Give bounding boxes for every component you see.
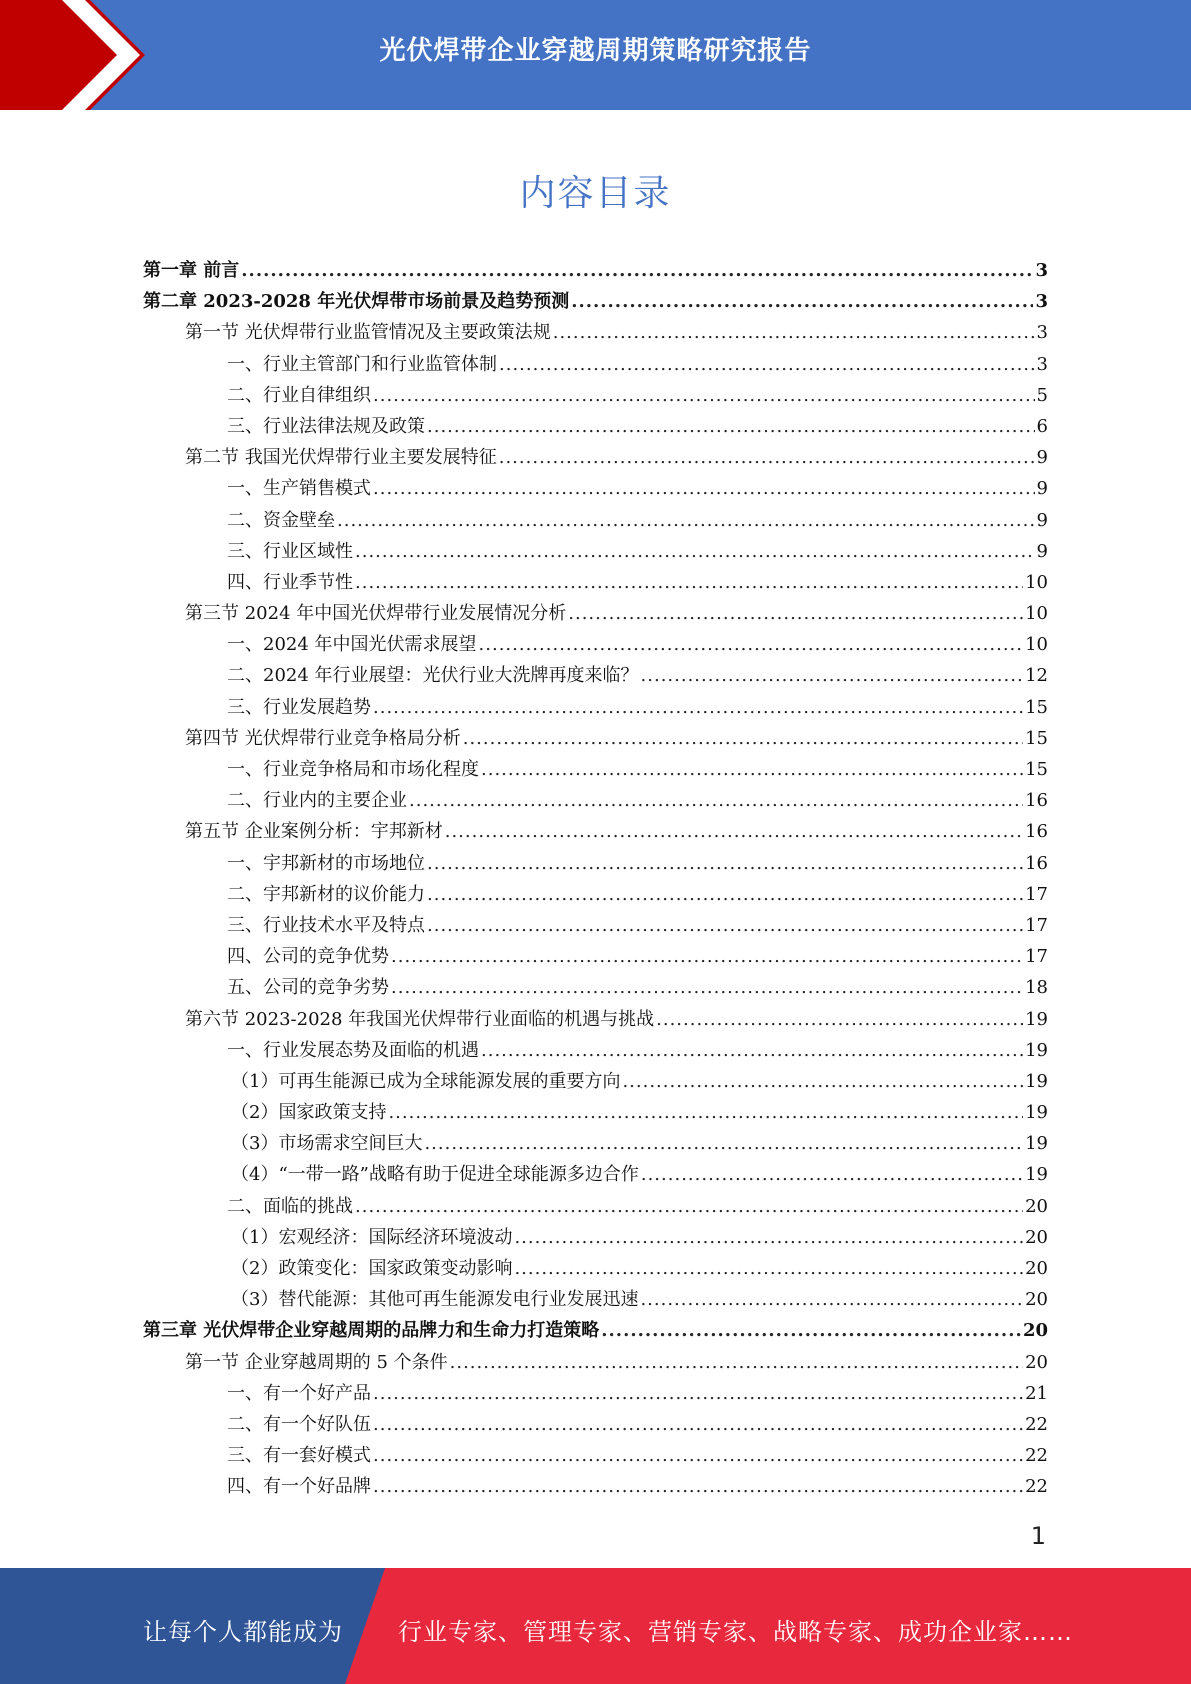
toc-entry-page: 19 (1025, 1070, 1048, 1092)
toc-entry-page: 22 (1025, 1413, 1048, 1435)
toc-entry-page: 20 (1025, 1258, 1048, 1279)
toc-leader-dots (622, 1066, 1023, 1097)
toc-entry[interactable] (143, 692, 1048, 723)
toc-entry[interactable] (143, 660, 1048, 691)
toc-entry[interactable] (143, 1471, 1048, 1502)
toc-entry-page: 16 (1025, 852, 1048, 874)
toc-leader-dots (568, 598, 1023, 629)
toc-entry[interactable] (143, 1409, 1048, 1440)
toc-entry[interactable] (143, 910, 1048, 941)
toc-entry-page: 9 (1036, 540, 1048, 562)
toc-entry[interactable] (143, 1347, 1048, 1378)
table-of-contents (143, 255, 1048, 1503)
toc-entry-label: 一、行业主管部门和行业监管体制 (227, 353, 497, 375)
toc-leader-dots (355, 1191, 1023, 1222)
toc-entry-page: 18 (1025, 977, 1048, 999)
toc-entry-label: 一、行业发展态势及面临的机遇 (227, 1039, 479, 1061)
toc-entry-page: 16 (1025, 790, 1048, 812)
toc-leader-dots (640, 1284, 1023, 1315)
toc-leader-dots (409, 785, 1023, 816)
toc-leader-dots (514, 1222, 1023, 1253)
footer-slogan-right: 行业专家、管理专家、营销专家、战略专家、成功企业家…… (398, 1618, 1073, 1646)
toc-entry-label: 第二章 2023-2028 年光伏焊带市场前景及趋势预测 (143, 291, 570, 313)
toc-leader-dots (373, 380, 1035, 411)
toc-entry[interactable] (143, 1378, 1048, 1409)
toc-entry-label: 五、公司的竞争劣势 (227, 977, 389, 999)
toc-leader-dots (641, 1159, 1023, 1190)
toc-entry-page: 9 (1036, 478, 1048, 500)
toc-entry-page: 19 (1025, 1102, 1048, 1124)
toc-leader-dots (337, 505, 1035, 536)
toc-entry-label: 二、面临的挑战 (227, 1195, 353, 1217)
toc-heading: 内容目录 (519, 173, 672, 214)
toc-entry-page: 20 (1025, 1195, 1048, 1217)
toc-leader-dots (424, 1128, 1023, 1159)
toc-leader-dots (388, 1097, 1023, 1128)
toc-entry[interactable] (143, 473, 1048, 504)
toc-leader-dots (355, 567, 1023, 598)
toc-entry[interactable] (143, 536, 1048, 567)
toc-entry[interactable] (143, 785, 1048, 816)
toc-entry-label: 二、资金壁垒 (227, 509, 335, 531)
toc-entry-page: 9 (1036, 447, 1048, 469)
toc-entry-page: 10 (1025, 571, 1048, 593)
footer-band (0, 1568, 1191, 1684)
toc-entry-page: 20 (1025, 1351, 1048, 1373)
toc-entry-label: 一、生产销售模式 (227, 478, 371, 500)
toc-entry-page: 22 (1025, 1445, 1048, 1467)
toc-entry[interactable] (143, 629, 1048, 660)
toc-entry-label: （1）可再生能源已成为全球能源发展的重要方向 (231, 1070, 621, 1092)
toc-entry[interactable] (143, 1159, 1048, 1190)
toc-entry-page: 3 (1036, 353, 1048, 375)
toc-leader-dots (373, 692, 1023, 723)
toc-entry-page: 19 (1025, 1133, 1048, 1155)
toc-entry[interactable] (143, 317, 1048, 348)
toc-entry-page: 9 (1036, 509, 1048, 531)
toc-entry[interactable] (143, 1253, 1048, 1284)
toc-entry-page: 3 (1035, 291, 1048, 313)
toc-entry-label: 第三章 光伏焊带企业穿越周期的品牌力和生命力打造策略 (143, 1320, 600, 1342)
toc-entry[interactable] (143, 723, 1048, 754)
toc-leader-dots (373, 1409, 1023, 1440)
toc-entry[interactable] (143, 754, 1048, 785)
toc-entry-page: 12 (1025, 665, 1048, 687)
toc-entry[interactable] (143, 380, 1048, 411)
toc-entry[interactable] (143, 567, 1048, 598)
toc-leader-dots (373, 473, 1035, 504)
toc-entry-label: （3）替代能源：其他可再生能源发电行业发展迅速 (231, 1289, 639, 1311)
toc-leader-dots (641, 660, 1024, 691)
toc-entry-page: 17 (1025, 946, 1048, 968)
toc-leader-dots (427, 879, 1023, 910)
toc-leader-dots (479, 629, 1024, 660)
toc-entry-page: 19 (1025, 1008, 1048, 1030)
toc-entry-page: 20 (1025, 1289, 1048, 1311)
toc-entry-label: 二、行业自律组织 (227, 384, 371, 406)
toc-leader-dots (427, 910, 1023, 941)
toc-entry-label: 第一章 前言 (143, 260, 240, 281)
toc-leader-dots (463, 723, 1023, 754)
toc-leader-dots (445, 816, 1023, 847)
toc-entry[interactable] (143, 286, 1048, 317)
toc-leader-dots (571, 286, 1033, 317)
toc-leader-dots (553, 317, 1035, 348)
toc-leader-dots (373, 1440, 1023, 1471)
toc-entry-label: 一、宇邦新材的市场地位 (227, 852, 425, 874)
toc-entry-page: 17 (1025, 883, 1048, 905)
toc-entry[interactable] (143, 972, 1048, 1003)
toc-leader-dots (355, 536, 1035, 567)
toc-entry-page: 17 (1025, 914, 1048, 936)
toc-entry-label: 第三节 2024 年中国光伏焊带行业发展情况分析 (185, 603, 567, 625)
toc-entry-label: 三、行业技术水平及特点 (227, 914, 425, 936)
toc-entry-label: 三、行业发展趋势 (227, 696, 371, 718)
toc-entry-page: 19 (1025, 1039, 1048, 1061)
toc-leader-dots (391, 972, 1023, 1003)
page-number: 1 (1030, 1522, 1046, 1550)
toc-leader-dots (656, 1004, 1023, 1035)
toc-entry[interactable] (143, 1284, 1048, 1315)
toc-entry-label: （2）国家政策支持 (231, 1102, 387, 1124)
header-band (0, 0, 1191, 110)
toc-entry-label: （3）市场需求空间巨大 (231, 1133, 423, 1155)
toc-leader-dots (427, 848, 1023, 879)
toc-entry-page: 3 (1036, 322, 1048, 344)
toc-entry-label: 第一节 企业穿越周期的 5 个条件 (185, 1351, 448, 1373)
toc-entry[interactable] (143, 349, 1048, 380)
toc-entry-label: （4）“一带一路”战略有助于促进全球能源多边合作 (231, 1164, 639, 1186)
toc-entry-page: 20 (1025, 1226, 1048, 1248)
toc-leader-dots (373, 1378, 1023, 1409)
toc-entry-label: 第一节 光伏焊带行业监管情况及主要政策法规 (185, 322, 551, 344)
toc-entry[interactable] (143, 816, 1048, 847)
toc-entry-label: 四、行业季节性 (227, 571, 353, 593)
toc-entry-label: 一、行业竞争格局和市场化程度 (227, 759, 479, 780)
toc-entry-label: 第五节 企业案例分析：宇邦新材 (185, 821, 443, 843)
toc-entry[interactable] (143, 848, 1048, 879)
toc-entry-page: 15 (1025, 696, 1048, 718)
toc-entry[interactable] (143, 598, 1048, 629)
toc-leader-dots (514, 1253, 1023, 1284)
toc-leader-dots (241, 255, 1033, 286)
toc-entry-label: 二、行业内的主要企业 (227, 790, 407, 812)
toc-leader-dots (373, 1471, 1023, 1502)
toc-entry-label: 四、有一个好品牌 (227, 1476, 371, 1498)
toc-entry[interactable] (143, 941, 1048, 972)
toc-entry-page: 19 (1025, 1164, 1048, 1186)
toc-entry-label: （1）宏观经济：国际经济环境波动 (231, 1226, 513, 1248)
toc-entry-label: 三、行业法律法规及政策 (227, 415, 425, 437)
toc-entry[interactable] (143, 1191, 1048, 1222)
toc-entry-label: 一、有一个好产品 (227, 1382, 371, 1404)
toc-entry-page: 6 (1036, 415, 1048, 437)
toc-entry[interactable] (143, 1035, 1048, 1066)
toc-leader-dots (499, 349, 1035, 380)
toc-entry[interactable] (143, 1222, 1048, 1253)
toc-entry-label: 三、有一套好模式 (227, 1445, 371, 1467)
toc-entry-label: 二、宇邦新材的议价能力 (227, 883, 425, 905)
toc-leader-dots (391, 941, 1023, 972)
toc-leader-dots (601, 1315, 1021, 1346)
toc-entry[interactable] (143, 1097, 1048, 1128)
toc-leader-dots (499, 442, 1035, 473)
toc-entry[interactable] (143, 255, 1048, 286)
toc-entry-label: 二、有一个好队伍 (227, 1413, 371, 1435)
toc-entry-label: 第四节 光伏焊带行业竞争格局分析 (185, 727, 461, 749)
toc-entry-page: 10 (1025, 603, 1048, 625)
toc-entry-page: 16 (1025, 821, 1048, 843)
toc-entry-page: 21 (1025, 1382, 1048, 1404)
toc-entry[interactable] (143, 1004, 1048, 1035)
toc-entry[interactable] (143, 879, 1048, 910)
toc-entry-page: 15 (1025, 759, 1048, 780)
toc-entry-page: 20 (1022, 1320, 1048, 1342)
toc-entry-page: 15 (1025, 727, 1048, 749)
report-title: 光伏焊带企业穿越周期策略研究报告 (379, 36, 812, 66)
toc-entry[interactable] (143, 1128, 1048, 1159)
footer-slogan-left: 让每个人都能成为 (143, 1618, 343, 1646)
toc-entry-label: （2）政策变化：国家政策变动影响 (231, 1258, 513, 1279)
toc-entry[interactable] (143, 1315, 1048, 1346)
toc-leader-dots (481, 754, 1023, 785)
toc-entry-label: 二、2024 年行业展望：光伏行业大洗牌再度来临？ (227, 665, 639, 687)
toc-entry[interactable] (143, 505, 1048, 536)
toc-entry-page: 10 (1025, 634, 1048, 656)
toc-entry-label: 一、2024 年中国光伏需求展望 (227, 634, 477, 656)
toc-entry[interactable] (143, 1066, 1048, 1097)
toc-entry[interactable] (143, 1440, 1048, 1471)
toc-entry-label: 第六节 2023-2028 年我国光伏焊带行业面临的机遇与挑战 (185, 1008, 655, 1030)
toc-entry-page: 22 (1025, 1476, 1048, 1498)
toc-entry[interactable] (143, 411, 1048, 442)
toc-leader-dots (481, 1035, 1023, 1066)
toc-leader-dots (450, 1347, 1023, 1378)
toc-entry-page: 3 (1035, 260, 1048, 281)
toc-entry[interactable] (143, 442, 1048, 473)
toc-entry-label: 第二节 我国光伏焊带行业主要发展特征 (185, 447, 497, 469)
toc-entry-label: 四、公司的竞争优势 (227, 946, 389, 968)
toc-entry-label: 三、行业区域性 (227, 540, 353, 562)
toc-leader-dots (427, 411, 1035, 442)
toc-entry-page: 5 (1036, 384, 1048, 406)
